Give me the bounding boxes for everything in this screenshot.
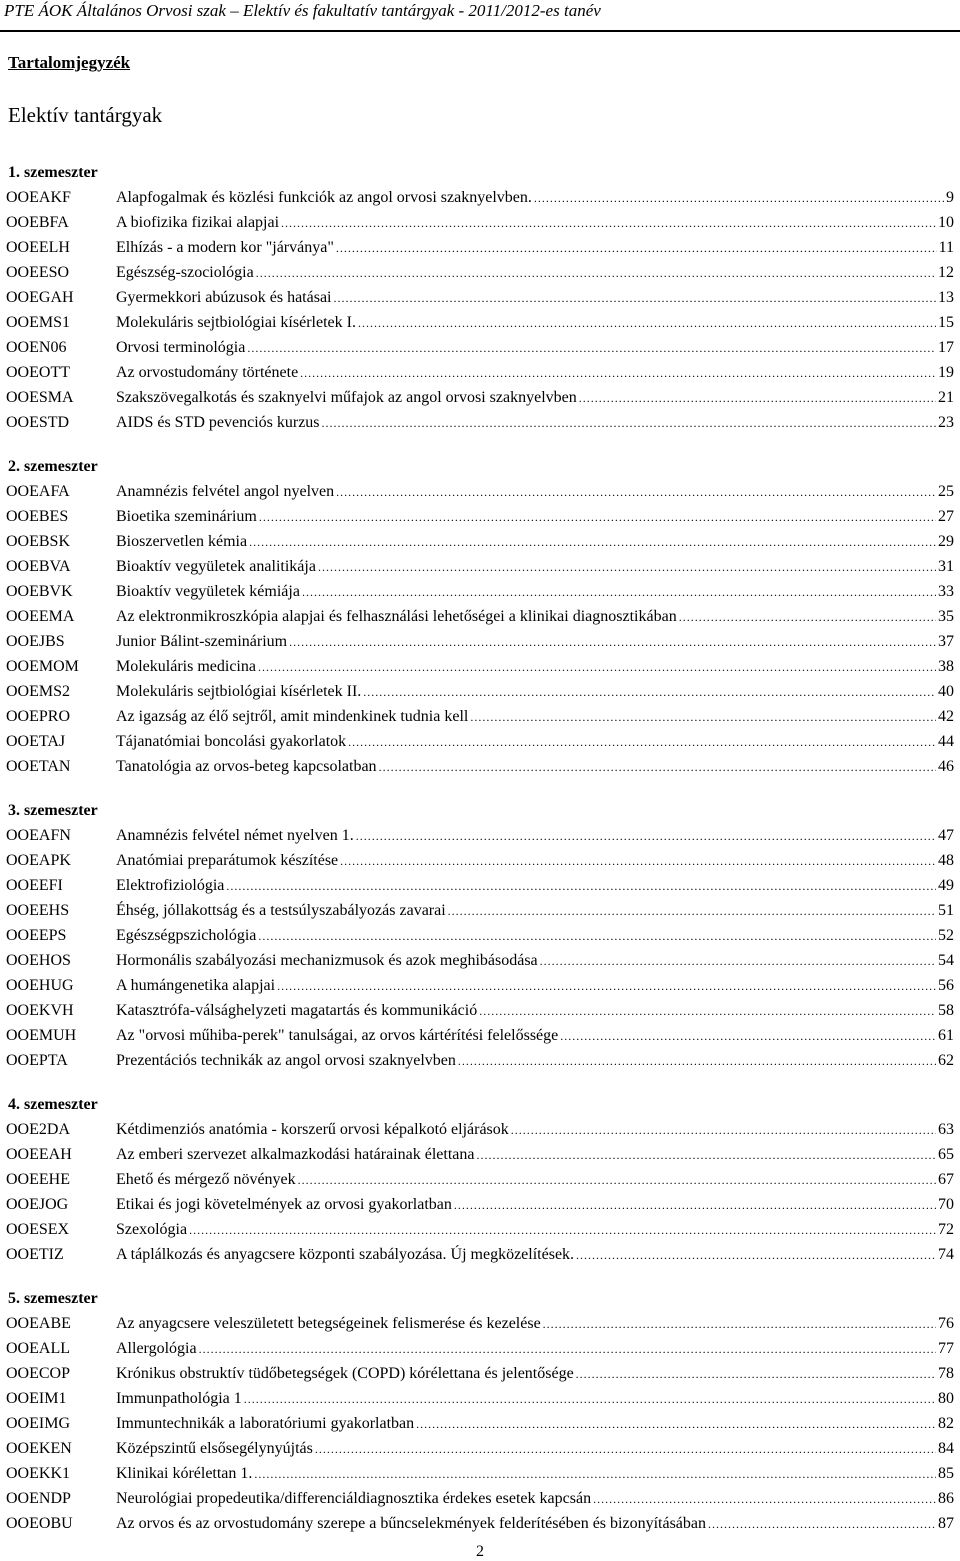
course-title: Az emberi szervezet alkalmazkodási határainak élettana [116, 1146, 475, 1163]
dot-leader [479, 999, 936, 1024]
semester-title[interactable]: 3. szemeszter [8, 802, 98, 819]
course-title: Krónikus obstruktív tüdőbetegségek (COPD) kórélettana és jelentősége [116, 1365, 574, 1382]
course-code: OOEN06 [6, 339, 67, 356]
dot-leader [302, 580, 936, 605]
table-of-contents [0, 160, 960, 1555]
course-title: Molekuláris sejtbiológiai kísérletek I. [116, 314, 356, 331]
page-reference: 63 [938, 1121, 954, 1138]
course-code: OOESMA [6, 389, 74, 406]
dot-leader [315, 1437, 936, 1462]
course-code: OOEABE [6, 1315, 71, 1332]
page-reference: 51 [938, 902, 954, 919]
toc-line [116, 1386, 954, 1412]
toc-line [116, 1242, 954, 1268]
semester-section [0, 454, 960, 779]
dot-leader [256, 261, 936, 286]
toc-entry[interactable] [0, 310, 960, 335]
toc-entry[interactable] [0, 410, 960, 435]
toc-line [116, 1048, 954, 1074]
course-title: Kétdimenziós anatómia - korszerű orvosi képalkotó eljárások [116, 1121, 509, 1138]
course-title: Anamnézis felvétel német nyelven 1. [116, 827, 354, 844]
course-code: OOENDP [6, 1490, 71, 1507]
toc-line [116, 629, 954, 655]
dot-leader [476, 1143, 936, 1168]
course-code: OOE2DA [6, 1121, 70, 1138]
page-reference: 58 [938, 1002, 954, 1019]
dot-leader [358, 311, 936, 336]
course-code: OOEGAH [6, 289, 74, 306]
toc-line [116, 235, 954, 261]
page-reference: 46 [938, 758, 954, 775]
page-reference: 72 [938, 1221, 954, 1238]
page-reference: 70 [938, 1196, 954, 1213]
semester-title[interactable]: 5. szemeszter [8, 1290, 98, 1307]
page-reference: 56 [938, 977, 954, 994]
toc-line [116, 185, 954, 211]
toc-entry[interactable] [0, 1511, 960, 1536]
course-code: OOECOP [6, 1365, 71, 1382]
toc-line [116, 873, 954, 899]
course-code: OOESTD [6, 414, 70, 431]
dot-leader [416, 1412, 936, 1437]
course-code: OOEMS1 [6, 314, 71, 331]
toc-entry[interactable] [0, 1336, 960, 1361]
dot-leader [244, 1387, 936, 1412]
course-title: Bioaktív vegyületek analitikája [116, 558, 316, 575]
running-header: PTE ÁOK Általános Orvosi szak – Elektív és fakultatív tantárgyak - 2011/2012-es tanév [4, 1, 601, 20]
dot-leader [281, 211, 936, 236]
page-reference: 35 [938, 608, 954, 625]
course-code: OOEEMA [6, 608, 75, 625]
course-code: OOEBFA [6, 214, 69, 231]
course-title: Klinikai kórélettan 1. [116, 1465, 253, 1482]
toc-line [116, 1023, 954, 1049]
page-reference: 85 [938, 1465, 954, 1482]
toc-line [116, 948, 954, 974]
toc-entry[interactable] [0, 1486, 960, 1511]
dot-leader [560, 1024, 936, 1049]
course-title: Molekuláris sejtbiológiai kísérletek II. [116, 683, 362, 700]
toc-line [116, 1486, 954, 1512]
toc-entry[interactable] [0, 504, 960, 529]
course-code: OOEEFI [6, 877, 63, 894]
dot-leader [379, 755, 936, 780]
course-title: Junior Bálint-szeminárium [116, 633, 288, 650]
course-code: OOEEAH [6, 1146, 72, 1163]
toc-line [116, 1311, 954, 1337]
header-rule [0, 30, 960, 32]
toc-line [116, 210, 954, 236]
page-reference: 49 [938, 877, 954, 894]
dot-leader [511, 1118, 936, 1143]
toc-line [116, 679, 954, 705]
course-code: OOETAJ [6, 733, 66, 750]
toc-entry[interactable] [0, 360, 960, 385]
course-title: Tájanatómiai boncolási gyakorlatok [116, 733, 347, 750]
page-number: 2 [476, 1543, 484, 1560]
toc-entry[interactable] [0, 335, 960, 360]
course-title: AIDS és STD pevenciós kurzus [116, 414, 320, 431]
course-title: Etikai és jogi követelmények az orvosi gyakorlatban [116, 1196, 452, 1213]
toc-line [116, 973, 954, 999]
toc-title[interactable]: Tartalomjegyzék [8, 53, 131, 72]
course-code: OOEOTT [6, 364, 70, 381]
page-reference: 47 [938, 827, 954, 844]
dot-leader [277, 974, 936, 999]
toc-entry[interactable] [0, 529, 960, 554]
toc-line [116, 1336, 954, 1362]
toc-line [116, 1511, 954, 1537]
semester-title[interactable]: 4. szemeszter [8, 1096, 98, 1113]
toc-entry[interactable] [0, 210, 960, 235]
page-reference: 31 [938, 558, 954, 575]
dot-leader [363, 680, 936, 705]
course-title: Az anyagcsere veleszületett betegségeinek felismerése és kezelése [116, 1315, 541, 1332]
page-reference: 44 [938, 733, 954, 750]
course-code: OOEMUH [6, 1027, 77, 1044]
page-reference: 87 [938, 1515, 954, 1532]
toc-entry[interactable] [0, 898, 960, 923]
course-code: OOEKEN [6, 1440, 72, 1457]
dot-leader [454, 1193, 936, 1218]
dot-leader [300, 361, 936, 386]
course-title: Gyermekkori abúzusok és hatásai [116, 289, 332, 306]
course-code: OOEAPK [6, 852, 71, 869]
page-reference: 62 [938, 1052, 954, 1069]
dot-leader [576, 1362, 936, 1387]
course-code: OOEALL [6, 1340, 70, 1357]
dot-leader [258, 924, 936, 949]
course-title: Immuntechnikák a laboratóriumi gyakorlatban [116, 1415, 415, 1432]
semester-title[interactable]: 1. szemeszter [8, 164, 98, 181]
page-reference: 84 [938, 1440, 954, 1457]
toc-line [116, 998, 954, 1024]
course-title: A humángenetika alapjai [116, 977, 276, 994]
toc-entry[interactable] [0, 1411, 960, 1436]
course-title: Bioaktív vegyületek kémiája [116, 583, 300, 600]
toc-line [116, 1117, 954, 1143]
course-code: OOETAN [6, 758, 71, 775]
course-code: OOEEHS [6, 902, 70, 919]
page-reference: 33 [938, 583, 954, 600]
course-title: Bioszervetlen kémia [116, 533, 248, 550]
page-reference: 74 [938, 1246, 954, 1263]
toc-line [116, 729, 954, 755]
course-code: OOEELH [6, 239, 70, 256]
toc-entry[interactable] [0, 1117, 960, 1142]
course-title: Alapfogalmak és közlési funkciók az angol orvosi szaknyelvben. [116, 189, 532, 206]
toc-line [116, 335, 954, 361]
page-reference: 40 [938, 683, 954, 700]
toc-entry[interactable] [0, 185, 960, 210]
dot-leader [534, 186, 944, 211]
toc-line [116, 1411, 954, 1437]
dot-leader [254, 1462, 936, 1487]
page-reference: 23 [938, 414, 954, 431]
page-reference: 15 [938, 314, 954, 331]
page-reference: 77 [938, 1340, 954, 1357]
toc-entry[interactable] [0, 1023, 960, 1048]
toc-line [116, 504, 954, 530]
toc-entry[interactable] [0, 1192, 960, 1217]
course-code: OOEMS2 [6, 683, 71, 700]
course-title: Neurológiai propedeutika/differenciáldiagnosztika érdekes esetek kapcsán [116, 1490, 592, 1507]
course-code: OOEOBU [6, 1515, 73, 1532]
course-title: Éhség, jóllakottság és a testsúlyszabályozás zavarai [116, 902, 446, 919]
dot-leader [679, 605, 936, 630]
page-reference: 19 [938, 364, 954, 381]
page-reference: 67 [938, 1171, 954, 1188]
course-title: Az orvostudomány története [116, 364, 299, 381]
toc-line [116, 898, 954, 924]
course-code: OOEEHE [6, 1171, 70, 1188]
dot-leader [348, 730, 936, 755]
course-title: Egészség-szociológia [116, 264, 254, 281]
toc-line [116, 410, 954, 436]
toc-line [116, 1167, 954, 1193]
course-code: OOEBVK [6, 583, 73, 600]
page-reference: 29 [938, 533, 954, 550]
toc-entry[interactable] [0, 848, 960, 873]
toc-entry[interactable] [0, 1142, 960, 1167]
toc-line [116, 1361, 954, 1387]
toc-line [116, 823, 954, 849]
course-title: Szakszövegalkotás és szaknyelvi műfajok az angol orvosi szaknyelvben [116, 389, 577, 406]
dot-leader [247, 336, 936, 361]
course-title: Ehető és mérgező növények [116, 1171, 296, 1188]
page-reference: 38 [938, 658, 954, 675]
dot-leader [333, 286, 936, 311]
course-title: Bioetika szeminárium [116, 508, 257, 525]
course-code: OOEHOS [6, 952, 71, 969]
section-heading[interactable]: Elektív tantárgyak [8, 103, 163, 127]
page-reference: 10 [938, 214, 954, 231]
toc-entry[interactable] [0, 604, 960, 629]
toc-entry[interactable] [0, 1217, 960, 1242]
course-code: OOEAKF [6, 189, 71, 206]
course-title: Szexológia [116, 1221, 188, 1238]
toc-entry[interactable] [0, 948, 960, 973]
course-title: Anatómiai preparátumok készítése [116, 852, 339, 869]
course-code: OOEKK1 [6, 1465, 70, 1482]
toc-entry[interactable] [0, 1436, 960, 1461]
dot-leader [322, 411, 936, 436]
course-title: Molekuláris medicina [116, 658, 256, 675]
toc-entry[interactable] [0, 1167, 960, 1192]
dot-leader [249, 530, 936, 555]
toc-line [116, 579, 954, 605]
dot-leader [298, 1168, 936, 1193]
toc-line [116, 385, 954, 411]
dot-leader [448, 899, 936, 924]
toc-line [116, 1461, 954, 1487]
page-reference: 52 [938, 927, 954, 944]
page-reference: 82 [938, 1415, 954, 1432]
toc-line [116, 360, 954, 386]
toc-line [116, 1192, 954, 1218]
course-title: Orvosi terminológia [116, 339, 246, 356]
dot-leader [318, 555, 936, 580]
semester-section [0, 798, 960, 1073]
course-code: OOEJOG [6, 1196, 69, 1213]
course-code: OOEBES [6, 508, 69, 525]
course-title: Egészségpszichológia [116, 927, 257, 944]
dot-leader [708, 1512, 936, 1537]
course-title: Prezentációs technikák az angol orvosi szaknyelvben [116, 1052, 456, 1069]
toc-line [116, 479, 954, 505]
toc-entry[interactable] [0, 923, 960, 948]
course-title: Katasztrófa-válsághelyzeti magatartás és kommunikáció [116, 1002, 478, 1019]
dot-leader [289, 630, 936, 655]
course-code: OOEAFA [6, 483, 70, 500]
page-reference: 13 [938, 289, 954, 306]
toc-line [116, 604, 954, 630]
semester-section [0, 1092, 960, 1267]
toc-entry[interactable] [0, 629, 960, 654]
course-title: A táplálkozás és anyagcsere központi szabályozása. Új megközelítések. [116, 1246, 575, 1263]
dot-leader [470, 705, 936, 730]
page-reference: 42 [938, 708, 954, 725]
course-title: Hormonális szabályozási mechanizmusok és azok meghibásodása [116, 952, 538, 969]
dot-leader [199, 1337, 936, 1362]
toc-entry[interactable] [0, 1461, 960, 1486]
course-title: Elektrofiziológia [116, 877, 225, 894]
toc-entry[interactable] [0, 554, 960, 579]
toc-line [116, 754, 954, 780]
course-code: OOETIZ [6, 1246, 64, 1263]
toc-entry[interactable] [0, 998, 960, 1023]
toc-entry[interactable] [0, 679, 960, 704]
page-reference: 61 [938, 1027, 954, 1044]
toc-line [116, 704, 954, 730]
dot-leader [336, 236, 937, 261]
toc-entry[interactable] [0, 873, 960, 898]
dot-leader [226, 874, 936, 899]
semester-section [0, 1286, 960, 1536]
toc-line [116, 1217, 954, 1243]
course-code: OOEIM1 [6, 1390, 67, 1407]
toc-entry[interactable] [0, 973, 960, 998]
course-code: OOEESO [6, 264, 70, 281]
page-reference: 80 [938, 1390, 954, 1407]
course-title: Az "orvosi műhiba-perek" tanulságai, az orvos kártérítési felelőssége [116, 1027, 559, 1044]
page-reference: 48 [938, 852, 954, 869]
page-reference: 17 [938, 339, 954, 356]
toc-line [116, 848, 954, 874]
course-title: Az elektronmikroszkópia alapjai és felhasználási lehetőségei a klinikai diagnosztikában [116, 608, 677, 625]
page-reference: 25 [938, 483, 954, 500]
toc-line [116, 554, 954, 580]
course-code: OOEPTA [6, 1052, 68, 1069]
course-code: OOEAFN [6, 827, 71, 844]
dot-leader [340, 849, 936, 874]
dot-leader [579, 386, 936, 411]
course-title: A biofizika fizikai alapjai [116, 214, 280, 231]
page-reference: 21 [938, 389, 954, 406]
page-reference: 12 [938, 264, 954, 281]
toc-entry[interactable] [0, 823, 960, 848]
semester-title[interactable]: 2. szemeszter [8, 458, 98, 475]
page-reference: 65 [938, 1146, 954, 1163]
toc-line [116, 310, 954, 336]
page-reference: 86 [938, 1490, 954, 1507]
toc-entry[interactable] [0, 704, 960, 729]
toc-entry[interactable] [0, 1361, 960, 1386]
dot-leader [336, 480, 936, 505]
toc-entry[interactable] [0, 260, 960, 285]
course-code: OOEBSK [6, 533, 71, 550]
toc-line [116, 923, 954, 949]
course-code: OOEMOM [6, 658, 79, 675]
dot-leader [543, 1312, 936, 1337]
toc-line [116, 654, 954, 680]
course-title: Középszintű elsősegélynyújtás [116, 1440, 313, 1457]
toc-line [116, 285, 954, 311]
dot-leader [356, 824, 936, 849]
course-title: Anamnézis felvétel angol nyelven [116, 483, 335, 500]
course-title: Immunpathológia 1 [116, 1390, 242, 1407]
page-reference: 27 [938, 508, 954, 525]
toc-entry[interactable] [0, 729, 960, 754]
toc-entry[interactable] [0, 754, 960, 779]
course-code: OOEEPS [6, 927, 67, 944]
course-title: Az orvos és az orvostudomány szerepe a bűncselekmények felderítésében és bizonyításában [116, 1515, 706, 1532]
toc-entry[interactable] [0, 579, 960, 604]
toc-line [116, 1436, 954, 1462]
course-code: OOESEX [6, 1221, 70, 1238]
toc-entry[interactable] [0, 235, 960, 260]
course-code: OOEPRO [6, 708, 71, 725]
page-reference: 9 [946, 189, 954, 206]
toc-line [116, 529, 954, 555]
course-code: OOEHUG [6, 977, 74, 994]
course-code: OOEKVH [6, 1002, 74, 1019]
page-reference: 76 [938, 1315, 954, 1332]
course-code: OOEIMG [6, 1415, 70, 1432]
course-title: Elhízás - a modern kor "járványa" [116, 239, 334, 256]
course-title: Az igazság az élő sejtről, amit mindenkinek tudnia kell [116, 708, 469, 725]
course-title: Tanatológia az orvos-beteg kapcsolatban [116, 758, 377, 775]
course-code: OOEBVA [6, 558, 71, 575]
dot-leader [593, 1487, 936, 1512]
page-reference: 11 [938, 239, 954, 256]
semester-section [0, 160, 960, 435]
toc-entry[interactable] [0, 1242, 960, 1267]
course-title: Allergológia [116, 1340, 197, 1357]
toc-entry[interactable] [0, 479, 960, 504]
toc-entry[interactable] [0, 1386, 960, 1411]
page-reference: 54 [938, 952, 954, 969]
toc-entry[interactable] [0, 654, 960, 679]
dot-leader [189, 1218, 936, 1243]
dot-leader [258, 655, 936, 680]
page-reference: 37 [938, 633, 954, 650]
toc-entry[interactable] [0, 1048, 960, 1073]
toc-entry[interactable] [0, 385, 960, 410]
dot-leader [576, 1243, 936, 1268]
toc-entry[interactable] [0, 285, 960, 310]
page-reference: 78 [938, 1365, 954, 1382]
dot-leader [540, 949, 936, 974]
dot-leader [259, 505, 936, 530]
toc-line [116, 1142, 954, 1168]
course-code: OOEJBS [6, 633, 65, 650]
dot-leader [458, 1049, 936, 1074]
toc-entry[interactable] [0, 1311, 960, 1336]
toc-line [116, 260, 954, 286]
